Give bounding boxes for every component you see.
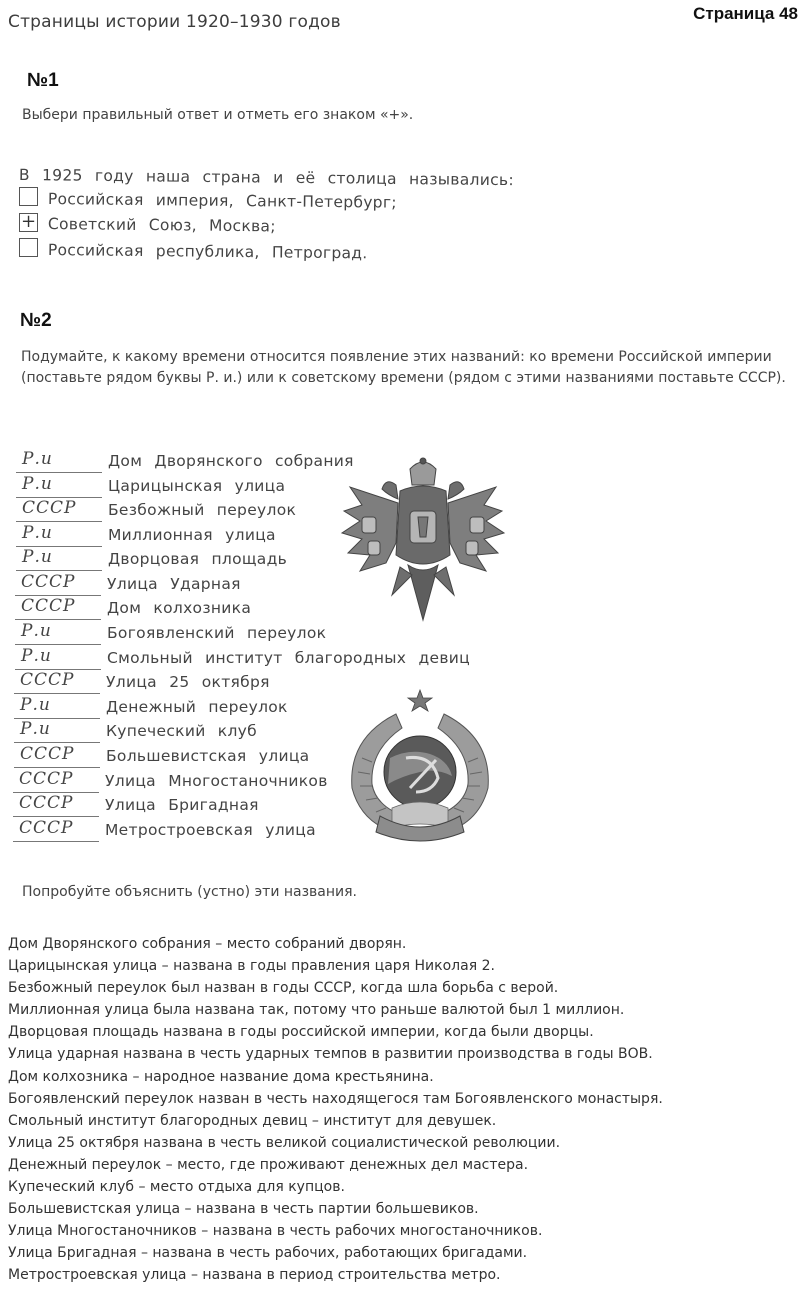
handwritten-answer: Р.и: [22, 474, 53, 494]
handwritten-answer: Р.и: [22, 547, 53, 567]
answer-line: Дворцовая площадь названа в годы российской империи, когда были дворцы.: [8, 1024, 594, 1041]
answer-line: Денежный переулок – место, где проживают денежных дел мастера.: [8, 1156, 529, 1173]
street-name: Метростроевская улица: [105, 821, 316, 839]
street-name: Безбожный переулок: [108, 501, 297, 519]
handwritten-answer: Р.и: [21, 621, 52, 641]
answer-line: Улица Бригадная – названа в честь рабочих, работающих бригадами.: [8, 1245, 528, 1262]
street-name: Денежный переулок: [106, 698, 288, 716]
answer-line: Улица ударная названа в честь ударных темпов в развитии производства в годы ВОВ.: [8, 1046, 653, 1063]
soviet-emblem-icon: [340, 688, 500, 848]
answer-blank[interactable]: [14, 670, 100, 694]
handwritten-answer: Р.и: [22, 523, 53, 543]
handwritten-answer: Р.и: [20, 719, 51, 739]
street-name: Смольный институт благородных девиц: [107, 649, 471, 667]
handwritten-answer: СССР: [19, 793, 74, 813]
street-name: Миллионная улица: [108, 526, 276, 544]
answer-blank[interactable]: [16, 498, 102, 522]
street-name: Дом колхозника: [107, 599, 252, 617]
option-2-mark: +: [21, 211, 37, 232]
answer-line: Миллионная улица была названа так, потому что раньше валютой был 1 миллион.: [8, 1002, 625, 1019]
answers-list: [8, 933, 663, 1287]
handwritten-answer: Р.и: [22, 449, 53, 469]
street-name: Царицынская улица: [108, 477, 286, 495]
street-name: Улица Ударная: [107, 575, 241, 593]
option-2-checkbox[interactable]: [19, 213, 38, 232]
handwritten-answer: Р.и: [20, 695, 51, 715]
answer-blank[interactable]: [15, 572, 101, 596]
task-2-number: №2: [20, 310, 52, 331]
answer-blank[interactable]: [16, 474, 102, 498]
handwritten-answer: СССР: [21, 572, 76, 592]
answer-blank[interactable]: [14, 744, 100, 768]
answer-blank[interactable]: [16, 523, 102, 547]
answer-blank[interactable]: [14, 695, 100, 719]
handwritten-answer: СССР: [21, 596, 76, 616]
option-1-checkbox[interactable]: [19, 187, 38, 206]
street-name: Улица 25 октября: [106, 673, 270, 691]
street-name: Купеческий клуб: [106, 722, 257, 740]
answer-line: Дом колхозника – народное название дома крестьянина.: [8, 1068, 434, 1085]
answer-blank[interactable]: [13, 769, 99, 793]
answer-blank[interactable]: [13, 793, 99, 817]
handwritten-answer: СССР: [19, 769, 74, 789]
answer-line: Улица 25 октября названа в честь великой социалистической революции.: [8, 1134, 561, 1151]
answer-line: Купеческий клуб – место отдыха для купцов.: [8, 1179, 345, 1196]
street-name: Дом Дворянского собрания: [108, 452, 354, 470]
street-name: Дворцовая площадь: [108, 550, 288, 568]
option-2-label: Советский Союз, Москва;: [47, 215, 276, 236]
answer-line: Царицынская улица – названа в годы правления царя Николая 2.: [8, 958, 495, 975]
page-title: Страницы истории 1920–1930 годов: [8, 12, 341, 32]
answer-line: Улица Многостаночников – названа в честь рабочих многостаночников.: [8, 1223, 543, 1240]
answer-blank[interactable]: [14, 719, 100, 743]
option-3-checkbox[interactable]: [19, 238, 38, 257]
handwritten-answer: СССР: [20, 744, 75, 764]
task-2-followup: Попробуйте объяснить (устно) эти названия.: [22, 884, 358, 900]
option-3-label: Российская республика, Петроград.: [47, 241, 368, 263]
answer-blank[interactable]: [16, 449, 102, 473]
answer-line: Смольный институт благородных девиц – институт для девушек.: [8, 1112, 497, 1129]
handwritten-answer: СССР: [19, 818, 74, 838]
answer-line: Большевистская улица – названа в честь партии большевиков.: [8, 1201, 479, 1218]
answer-blank[interactable]: [15, 596, 101, 620]
handwritten-answer: СССР: [22, 498, 77, 518]
answer-line: Безбожный переулок был назван в годы СССР, когда шла борьба с верой.: [8, 980, 559, 997]
answer-blank[interactable]: [16, 547, 102, 571]
answer-line: Богоявленский переулок назван в честь находящегося там Богоявленского монастыря.: [8, 1090, 663, 1107]
answer-blank[interactable]: [15, 621, 101, 645]
option-1-label: Российская империя, Санкт-Петербург;: [47, 190, 397, 212]
answer-line: Метростроевская улица – названа в период строительства метро.: [8, 1267, 501, 1284]
answer-blank[interactable]: [13, 818, 99, 842]
handwritten-answer: СССР: [20, 670, 75, 690]
answer-blank[interactable]: [15, 646, 101, 670]
street-name: Большевистская улица: [106, 747, 310, 765]
handwritten-answer: Р.и: [21, 646, 52, 666]
task-1-number: №1: [27, 70, 59, 91]
task-1-question: В 1925 году наша страна и её столица назывались:: [18, 166, 515, 190]
street-name: Улица Бригадная: [105, 796, 259, 814]
page-number: Страница 48: [693, 4, 798, 23]
street-name: Богоявленский переулок: [107, 624, 327, 642]
street-name: Улица Многостаночников: [105, 772, 328, 790]
imperial-eagle-emblem-icon: [338, 455, 508, 630]
answer-line: Дом Дворянского собрания – место собраний дворян.: [8, 936, 407, 952]
task-1-instruction: Выбери правильный ответ и отметь его знаком «+».: [22, 107, 414, 123]
task-2-instruction: Подумайте, к какому времени относится появление этих названий: ко времени Российской империи (поставьте рядом буквы Р. и.) или к советскому времени (рядом с этими названиями поставьте СССР).: [21, 349, 786, 386]
